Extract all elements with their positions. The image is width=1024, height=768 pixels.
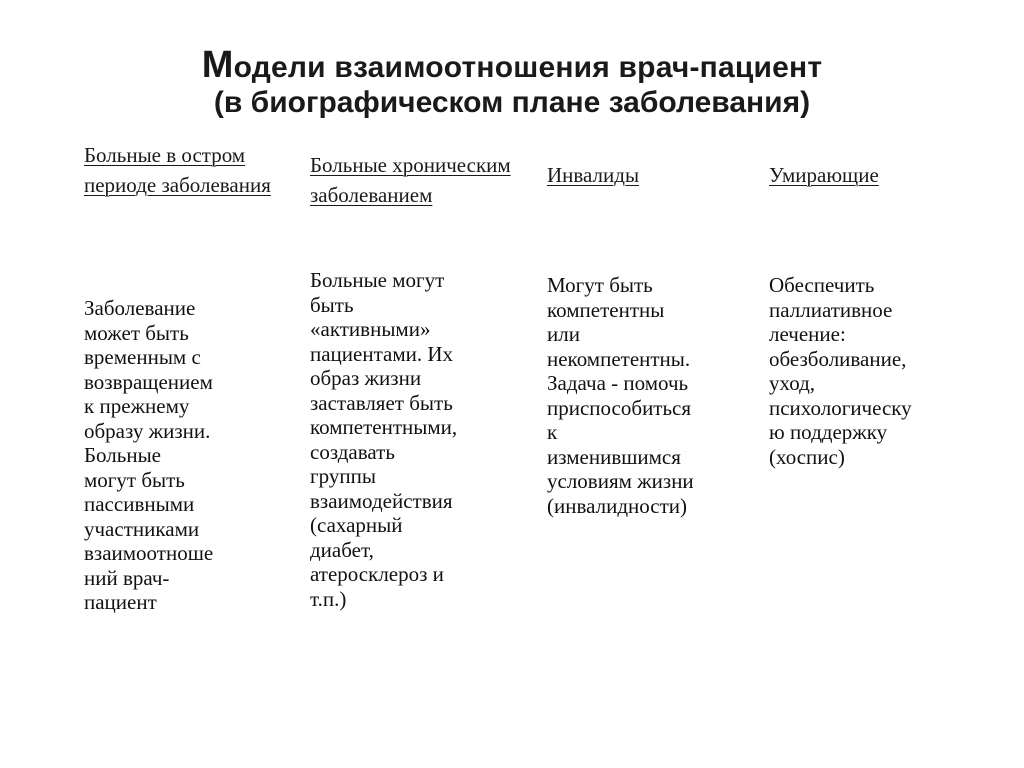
slide-title-line1 — [0, 44, 1024, 87]
slide-title-line2: (в биографическом плане заболевания) — [213, 86, 811, 119]
title-first-letter: М — [201, 44, 234, 86]
column-body-disabled: Могут быть компетентны или некомпетентны. Задача - помочь приспособиться к изменившимся условиям жизни (инвалидности) — [547, 273, 694, 518]
column-heading-acute: Больные в остром периоде заболевания — [84, 143, 271, 197]
column-heading-dying: Умирающие — [769, 163, 879, 187]
column-body-acute: Заболевание может быть временным с возвращением к прежнему образу жизни. Больные могут быть пассивными участниками взаимоотноше ний врач- пациент — [84, 296, 214, 614]
column-heading-chronic: Больные хроническим заболеванием — [310, 153, 511, 207]
column-heading-disabled: Инвалиды — [547, 163, 640, 187]
column-body-dying: Обеспечить паллиативное лечение: обезболивание, уход, психологическу ю поддержку (хоспис) — [769, 273, 912, 469]
title-line1-text: одели взаимоотношения врач-пациент — [233, 51, 823, 84]
column-body-chronic: Больные могут быть «активными» пациентами. Их образ жизни заставляет быть компетентными, создавать группы взаимодействия (сахарный диабет, атеросклероз и т.п.) — [310, 268, 458, 611]
